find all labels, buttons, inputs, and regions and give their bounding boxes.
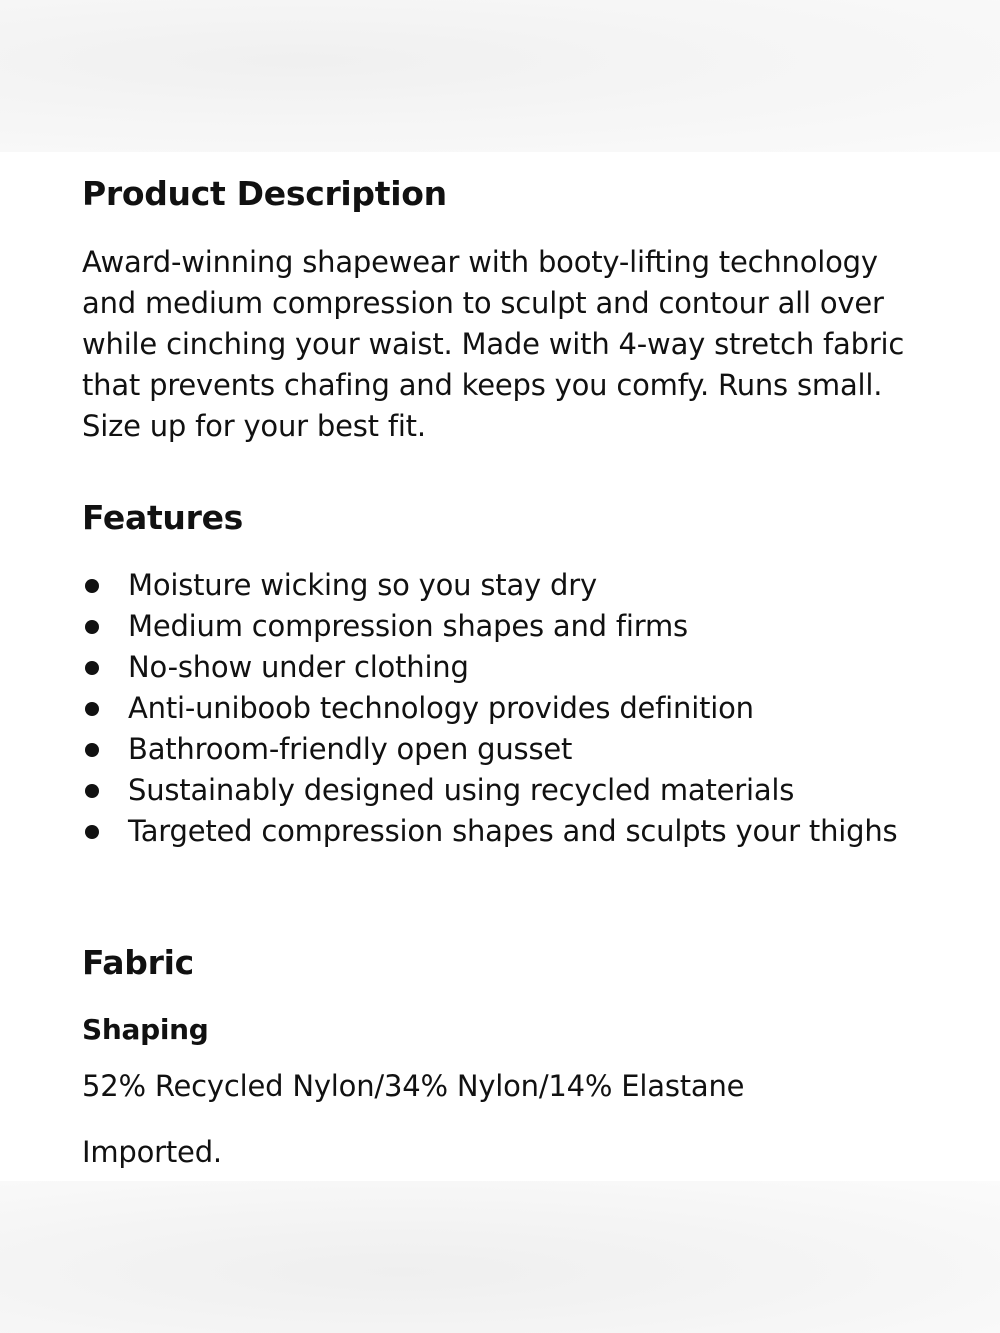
product-details-panel [82,152,942,1181]
feature-item [82,606,902,647]
feature-item [82,770,902,811]
product-description-heading: Product Description [82,174,447,213]
feature-item-label: Medium compression shapes and firms [128,609,688,643]
top-background-band [0,0,1000,152]
fabric-composition-text: 52% Recycled Nylon/34% Nylon/14% Elastane [82,1069,745,1103]
bullet-icon [85,620,99,634]
feature-item-label: No-show under clothing [128,650,469,684]
feature-item-label: Sustainably designed using recycled materials [128,773,795,807]
bullet-icon [85,825,99,839]
feature-item [82,565,902,606]
bullet-icon [85,579,99,593]
feature-item-label: Targeted compression shapes and sculpts your thighs [128,814,898,848]
feature-item-label: Anti-uniboob technology provides definition [128,691,754,725]
feature-item [82,647,902,688]
shaping-subheading: Shaping [82,1013,209,1046]
origin-text: Imported. [82,1135,222,1169]
product-description-text: Award-winning shapewear with booty-lifting technology and medium compression to sculpt and contour all over while cinching your waist. Made with 4-way stretch fabric that prevents chafing and keeps you comfy. Runs small. Size up for your best fit. [82,245,905,443]
features-heading: Features [82,498,244,537]
fabric-heading: Fabric [82,943,194,982]
feature-item [82,688,902,729]
bullet-icon [85,784,99,798]
bullet-icon [85,702,99,716]
feature-item-label: Moisture wicking so you stay dry [128,568,597,602]
feature-item-label: Bathroom-friendly open gusset [128,732,573,766]
features-list [82,565,902,852]
feature-item [82,729,902,770]
bullet-icon [85,661,99,675]
bottom-background-band [0,1181,1000,1333]
feature-item [82,811,902,852]
bullet-icon [85,743,99,757]
